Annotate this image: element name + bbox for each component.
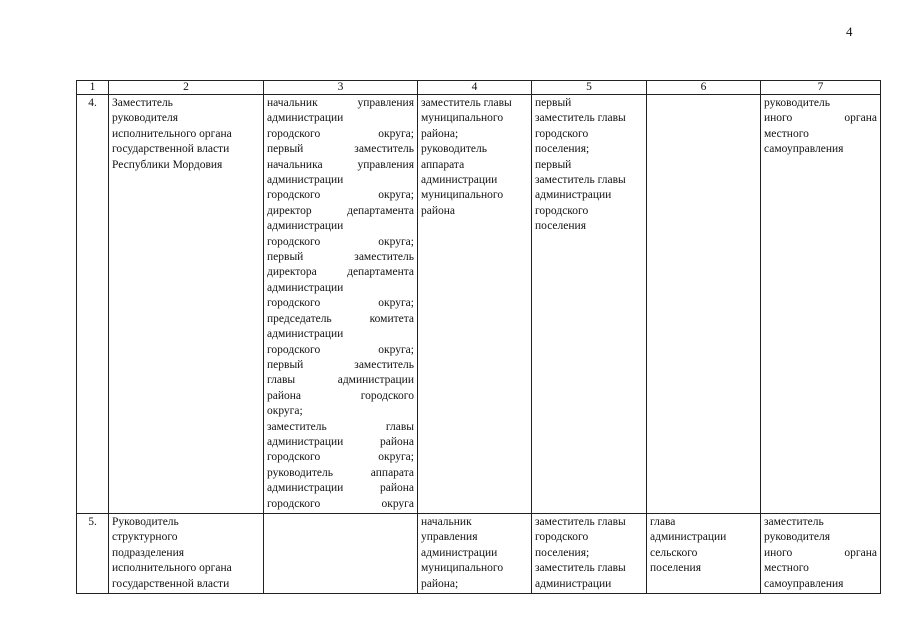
row-number: 5.: [77, 513, 109, 593]
cell-line: подразделения: [112, 546, 185, 559]
header-cell: 5: [532, 81, 647, 95]
header-row: [77, 81, 881, 95]
cell-line: начальник: [421, 515, 472, 528]
cell-line: района: [421, 204, 456, 217]
cell-line: поселения;: [535, 143, 590, 156]
cell-line: городского округа;: [267, 451, 414, 464]
row-number: 4.: [77, 95, 109, 514]
cell-line: городского: [535, 127, 589, 140]
cell-line: самоуправления: [764, 143, 844, 156]
cell-line: администрации: [267, 328, 344, 341]
cell-line: начальник управления: [267, 97, 414, 109]
table-cell-col6: [647, 95, 761, 514]
cell-line: председатель комитета: [267, 312, 414, 325]
cell-line: заместитель главы: [267, 420, 414, 433]
cell-line: глава: [650, 515, 676, 528]
table-cell-col5: [532, 513, 647, 593]
cell-line: городского: [535, 531, 589, 544]
cell-line: заместитель главы: [535, 174, 626, 187]
table-cell-col2: [109, 95, 264, 514]
table-cell-col4: [418, 95, 532, 514]
cell-line: заместитель главы: [535, 112, 626, 125]
header-cell: 6: [647, 81, 761, 95]
page-number: 4: [846, 24, 853, 39]
cell-line: самоуправления: [764, 577, 844, 590]
cell-line: первый заместитель: [267, 251, 414, 264]
cell-line: исполнительного органа: [112, 127, 232, 140]
cell-line: администрации: [535, 189, 612, 202]
cell-line: руководитель аппарата: [267, 466, 414, 479]
positions-table: [76, 80, 881, 594]
cell-line: администрации: [650, 531, 727, 544]
cell-line: директор департамента: [267, 204, 414, 217]
cell-line: исполнительного органа: [112, 562, 232, 575]
cell-line: городского округа;: [267, 297, 414, 310]
cell-line: администрации: [267, 220, 344, 233]
cell-line: местного: [764, 127, 809, 140]
cell-line: администрации: [267, 281, 344, 294]
table-cell-col6: [647, 513, 761, 593]
cell-line: поселения: [535, 220, 586, 233]
cell-line: аппарата: [421, 158, 465, 171]
cell-line: начальника управления: [267, 158, 414, 171]
cell-line: первый: [535, 97, 572, 109]
cell-line: первый заместитель: [267, 143, 414, 156]
cell-line: поселения: [650, 562, 701, 575]
cell-line: Заместитель: [112, 97, 173, 109]
cell-line: руководителя: [764, 531, 831, 544]
cell-line: первый заместитель: [267, 358, 414, 371]
cell-line: администрации: [267, 174, 344, 187]
header-cell: 2: [109, 81, 264, 95]
table-row: [77, 95, 881, 514]
header-cell: 3: [264, 81, 418, 95]
cell-line: городского округа;: [267, 343, 414, 356]
table-cell-col2: [109, 513, 264, 593]
cell-line: городского округа;: [267, 235, 414, 248]
cell-line: городского округа;: [267, 189, 414, 202]
cell-line: заместитель главы: [535, 562, 626, 575]
cell-line: первый: [535, 158, 572, 171]
cell-line: иного органа: [764, 112, 877, 125]
header-cell: 7: [761, 81, 881, 95]
cell-line: района;: [421, 577, 459, 590]
header-cell: 4: [418, 81, 532, 95]
cell-line: муниципального: [421, 562, 504, 575]
cell-line: сельского: [650, 546, 698, 559]
cell-line: района;: [421, 127, 459, 140]
cell-line: городского округа: [267, 497, 414, 510]
table-cell-col3: [264, 95, 418, 514]
cell-line: администрации района: [267, 435, 414, 448]
cell-line: заместитель: [764, 515, 824, 528]
table-cell-col5: [532, 95, 647, 514]
cell-line: администрации: [421, 174, 498, 187]
table-cell-col3: [264, 513, 418, 593]
cell-line: городского: [535, 204, 589, 217]
table-cell-col7: [761, 513, 881, 593]
cell-line: администрации: [267, 112, 344, 125]
cell-line: главы администрации: [267, 374, 414, 387]
header-cell: 1: [77, 81, 109, 95]
cell-line: муниципального: [421, 189, 504, 202]
cell-line: государственной власти: [112, 577, 230, 590]
cell-line: заместитель главы: [421, 97, 512, 109]
cell-line: местного: [764, 562, 809, 575]
cell-line: директора департамента: [267, 266, 414, 279]
cell-line: администрации: [421, 546, 498, 559]
cell-line: руководитель: [764, 97, 830, 109]
cell-line: руководителя: [112, 112, 179, 125]
cell-line: управления: [421, 531, 478, 544]
table-cell-col7: [761, 95, 881, 514]
cell-line: администрации района: [267, 482, 414, 495]
cell-line: округа;: [267, 405, 303, 418]
cell-line: государственной власти: [112, 143, 230, 156]
cell-line: иного органа: [764, 546, 877, 559]
table-row: [77, 513, 881, 593]
cell-line: района городского: [267, 389, 414, 402]
cell-line: поселения;: [535, 546, 590, 559]
cell-line: муниципального: [421, 112, 504, 125]
table-cell-col4: [418, 513, 532, 593]
cell-line: структурного: [112, 531, 178, 544]
cell-line: Руководитель: [112, 515, 179, 528]
cell-line: Республики Мордовия: [112, 158, 223, 171]
cell-line: руководитель: [421, 143, 487, 156]
cell-line: администрации: [535, 577, 612, 590]
cell-line: заместитель главы: [535, 515, 626, 528]
cell-line: городского округа;: [267, 127, 414, 140]
